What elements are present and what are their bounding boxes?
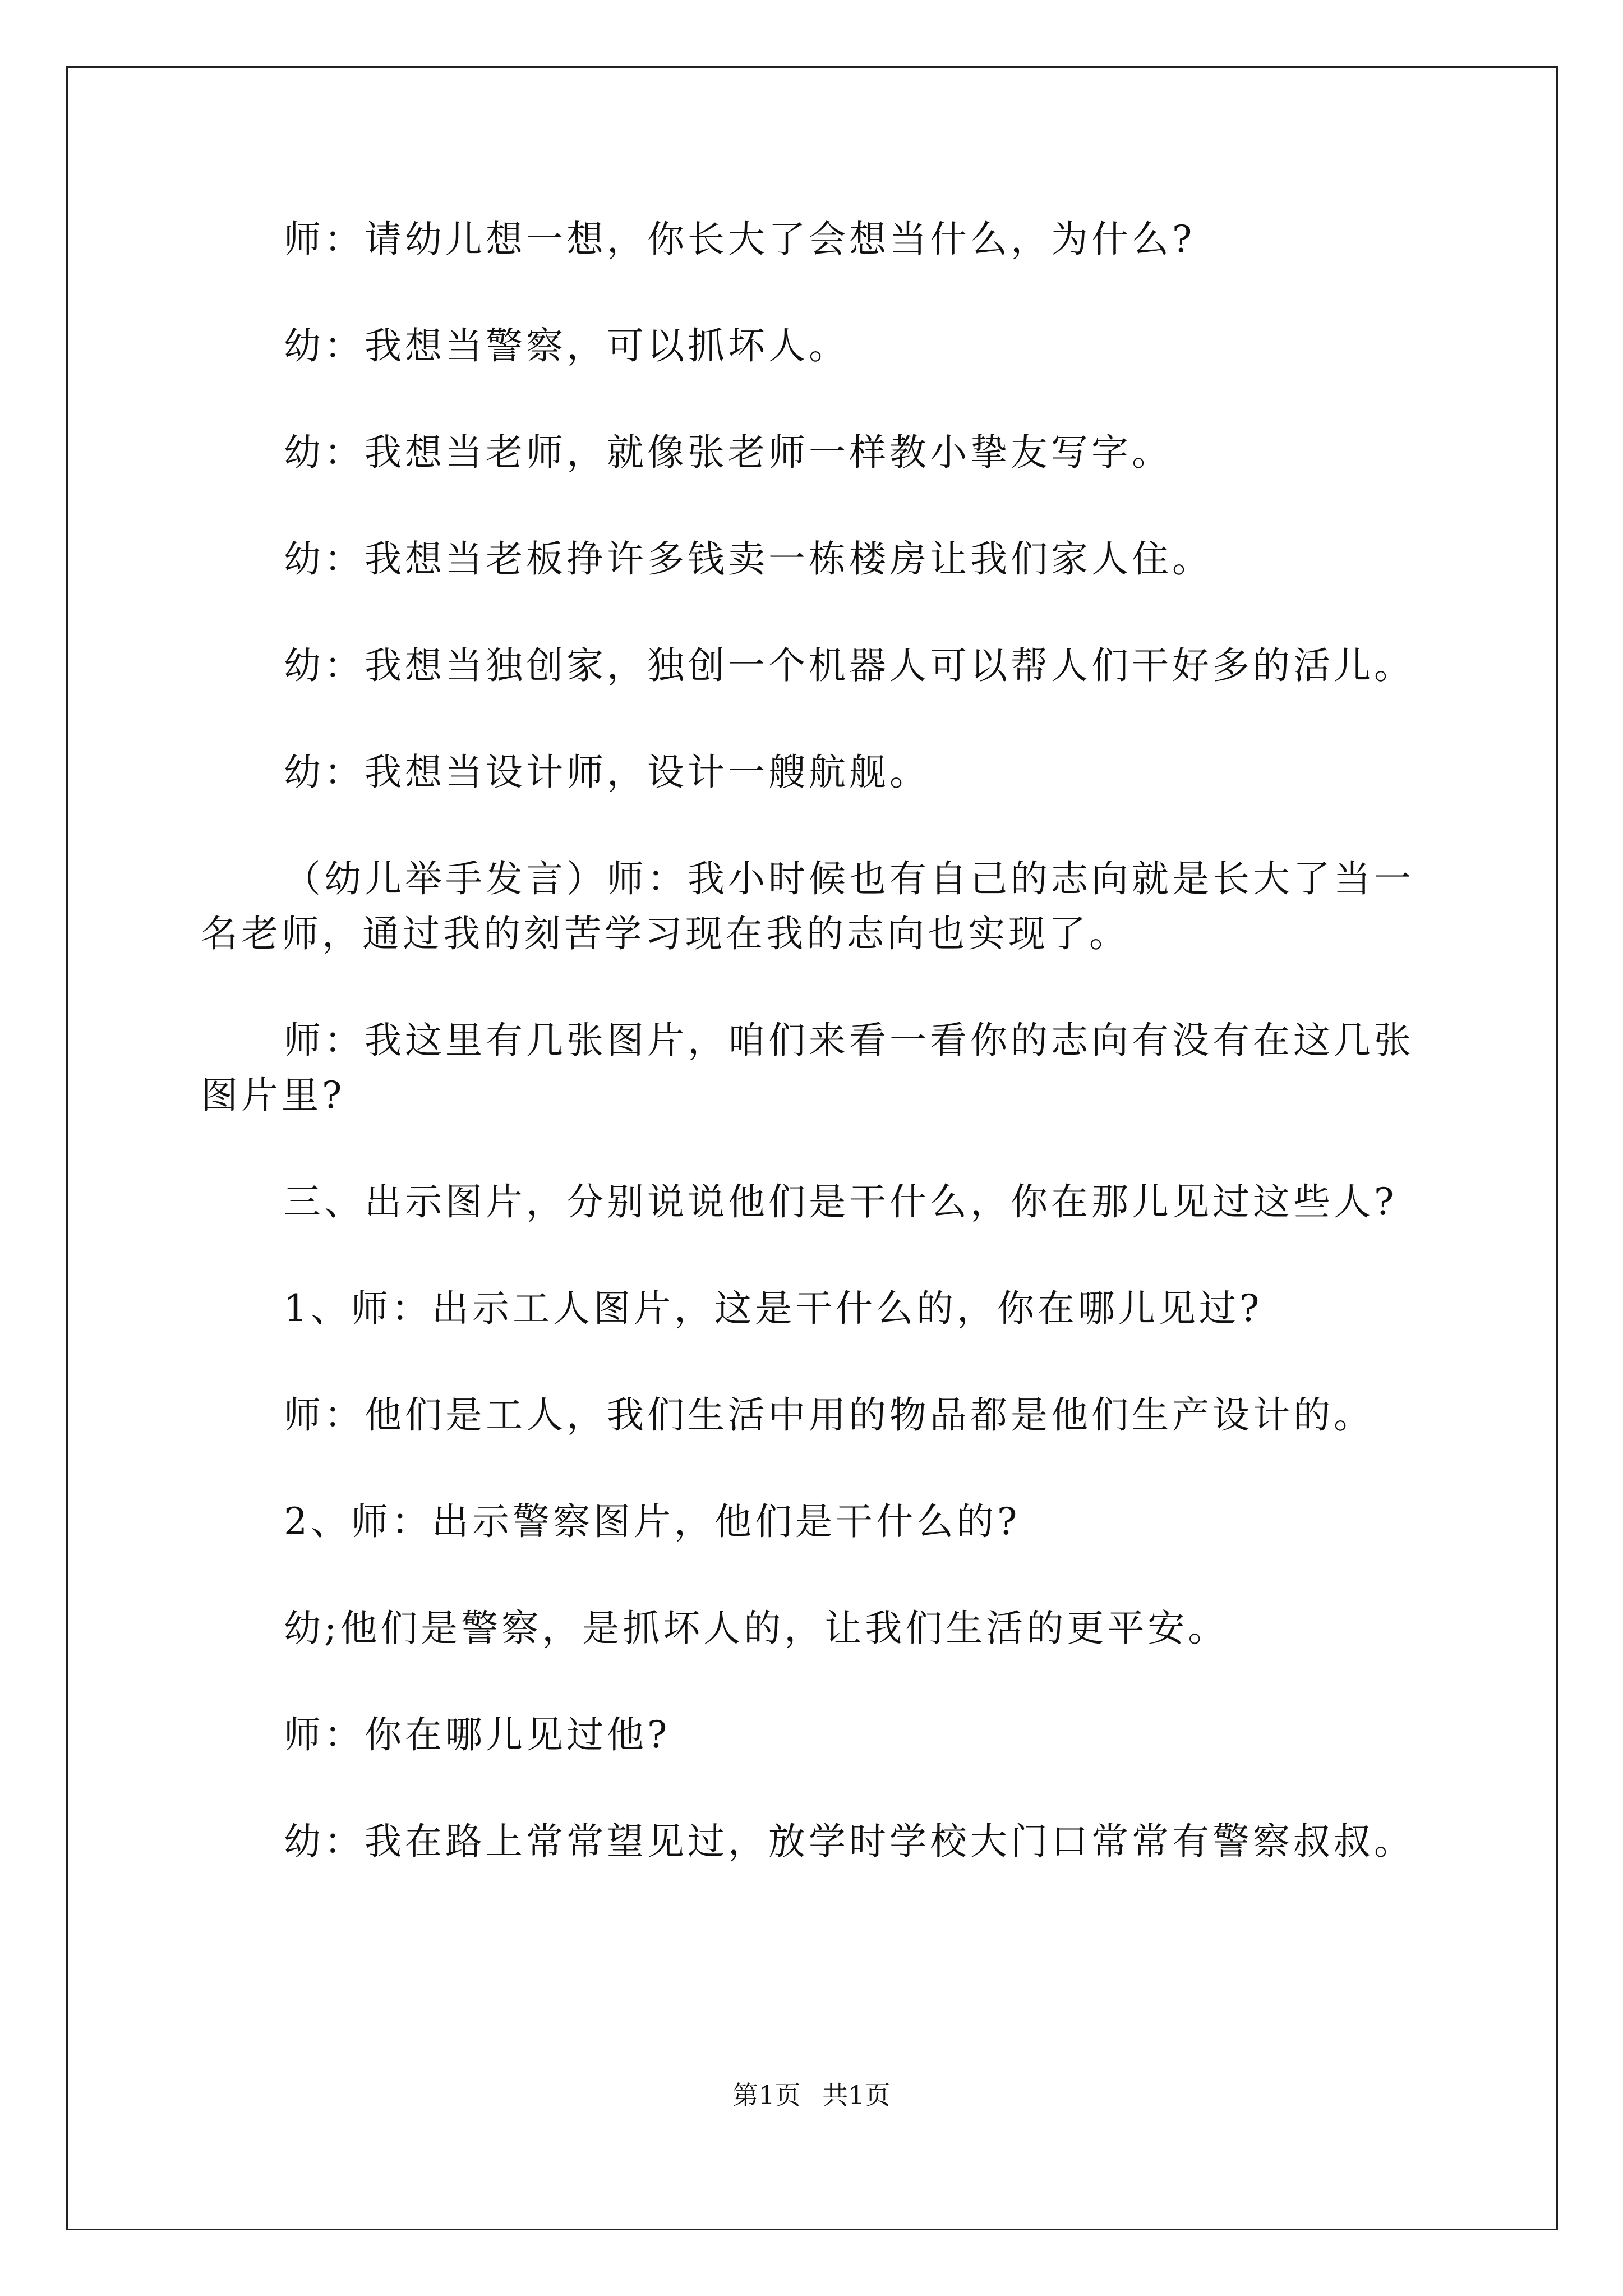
paragraph: 师：请幼儿想一想，你长大了会想当什么，为什么?	[284, 218, 1196, 261]
document-body	[201, 212, 1435, 1921]
paragraph: 幼：我想当老板挣许多钱卖一栋楼房让我们家人住。	[284, 537, 1212, 581]
paragraph: 幼：我想当设计师，设计一艘航舰。	[284, 751, 930, 794]
paragraph: 幼：我在路上常常望见过，放学时学校大门口常常有警察叔叔。	[284, 1820, 1414, 1863]
paragraph: 1、师：出示工人图片，这是干什么的，你在哪儿见过?	[284, 1287, 1263, 1330]
paragraph: 幼;他们是警察，是抓坏人的，让我们生活的更平安。	[284, 1607, 1229, 1650]
paragraph: 幼：我想当警察，可以抓坏人。	[284, 324, 849, 367]
paragraph: 师：我这里有几张图片，咱们来看一看你的志向有没有在这几张图片里?	[201, 1019, 1414, 1117]
page-total: 共1页	[822, 2080, 891, 2110]
page-footer	[0, 2078, 1623, 2112]
paragraph: 2、师：出示警察图片，他们是干什么的?	[284, 1500, 1021, 1543]
paragraph: 师：他们是工人，我们生活中用的物品都是他们生产设计的。	[284, 1393, 1374, 1437]
paragraph: 幼：我想当独创家，独创一个机器人可以帮人们干好多的活儿。	[284, 644, 1414, 687]
paragraph: （幼儿举手发言）师：我小时候也有自己的志向就是长大了当一名老师，通过我的刻苦学习现在我的志向也实现了。	[201, 857, 1414, 955]
paragraph: 幼：我想当老师，就像张老师一样教小挚友写字。	[284, 431, 1172, 474]
paragraph: 师：你在哪儿见过他?	[284, 1713, 671, 1756]
page-number: 第1页	[732, 2080, 801, 2110]
paragraph: 三、出示图片，分别说说他们是干什么，你在那儿见过这些人?	[284, 1180, 1398, 1223]
